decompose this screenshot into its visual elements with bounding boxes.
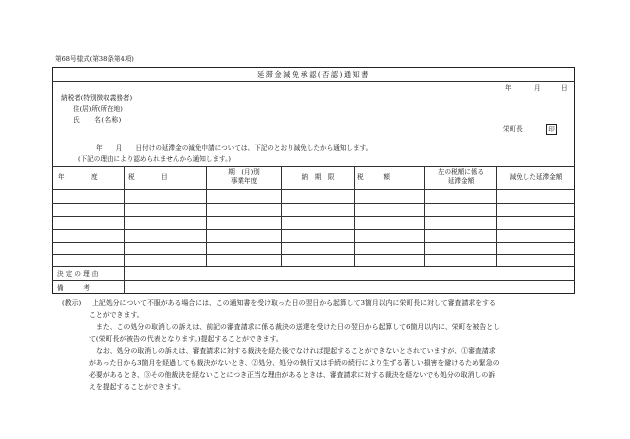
form-number: 第68号様式(第38条第4項): [55, 55, 134, 63]
instruction-text: 上記処分について不服がある場合には、この通知書を受け取った日の翌日から起算して3箇月以内に栄町長に対して審査請求をする: [92, 299, 496, 307]
header-reduced-arrears: 減免した延滞金額: [509, 173, 563, 181]
table-col-line: [354, 166, 355, 266]
address-label: 住(居)所(所在地): [73, 105, 123, 113]
date-month: 月: [534, 84, 541, 92]
table-col-line: [424, 166, 425, 266]
table-col-line: [281, 166, 282, 266]
name-label: 氏 名(名称): [73, 116, 122, 124]
form-title: 延滞金減免承認(否認)通知書: [257, 70, 370, 79]
table-col-line: [124, 166, 125, 266]
taxpayer-label: 納税者(特別徴収義務者): [61, 94, 133, 102]
instruction-text: えを提起することができます。: [89, 383, 185, 391]
instruction-text: 必要があるとき、③その他裁決を経ないことにつき正当な理由があるときは、審査請求に対する裁決を経ないでも処分の取消しの訴: [89, 371, 496, 379]
table-row-line: [52, 280, 575, 281]
header-tax-amount: 税 額: [357, 173, 390, 181]
instruction-text: また、この処分の取消しの訴えは、前記の審査請求に係る裁決の送達を受けた日の翌日から起算して6箇月以内に、栄町を被告とし: [96, 323, 501, 331]
header-due-date: 納 期 限: [301, 173, 335, 181]
table-col-line: [496, 166, 497, 266]
header-arrears: 左の税額に係る 延滞金額: [437, 168, 485, 185]
header-period: 期 (月)別 事業年度: [228, 168, 260, 185]
notice-text: 年 月 日付けの延滞金の減免申請については、下記のとおり減免したから通知します。: [96, 144, 373, 152]
instruction-text: て(栄町長が被告の代表となります。)提起することができます。: [89, 335, 283, 343]
instruction-label: (教示): [62, 299, 82, 307]
decision-reason-label: 決 定 の 理 由: [57, 270, 99, 278]
instruction-text: があった日から3箇月を経過しても裁決がないとき、②処分、処分の執行又は手続の続行により生ずる著しい損害を避けるため緊急の: [89, 359, 500, 367]
header-year-text: 年 度: [58, 173, 98, 181]
table-col-line: [206, 166, 207, 266]
table-col-line: [124, 266, 125, 294]
instruction-text: なお、処分の取消しの訴えは、審査請求に対する裁決を経た後でなければ提起することができないとされていますが、①審査請求: [96, 347, 496, 355]
table-row-line: [52, 266, 575, 267]
notice-reason: (下記の理由により認められませんから通知します。): [78, 155, 231, 163]
header-year: [58, 173, 118, 181]
seal-box: 印: [546, 124, 557, 135]
remarks-label: 備 考: [57, 284, 90, 292]
mayor-label: 栄町長: [503, 125, 523, 133]
header-tax-item: 税 目: [128, 173, 168, 181]
date-day: 日: [561, 84, 568, 92]
instruction-text: ことができます。: [89, 311, 144, 319]
date-year: 年: [505, 84, 512, 92]
title-divider: [52, 81, 575, 82]
